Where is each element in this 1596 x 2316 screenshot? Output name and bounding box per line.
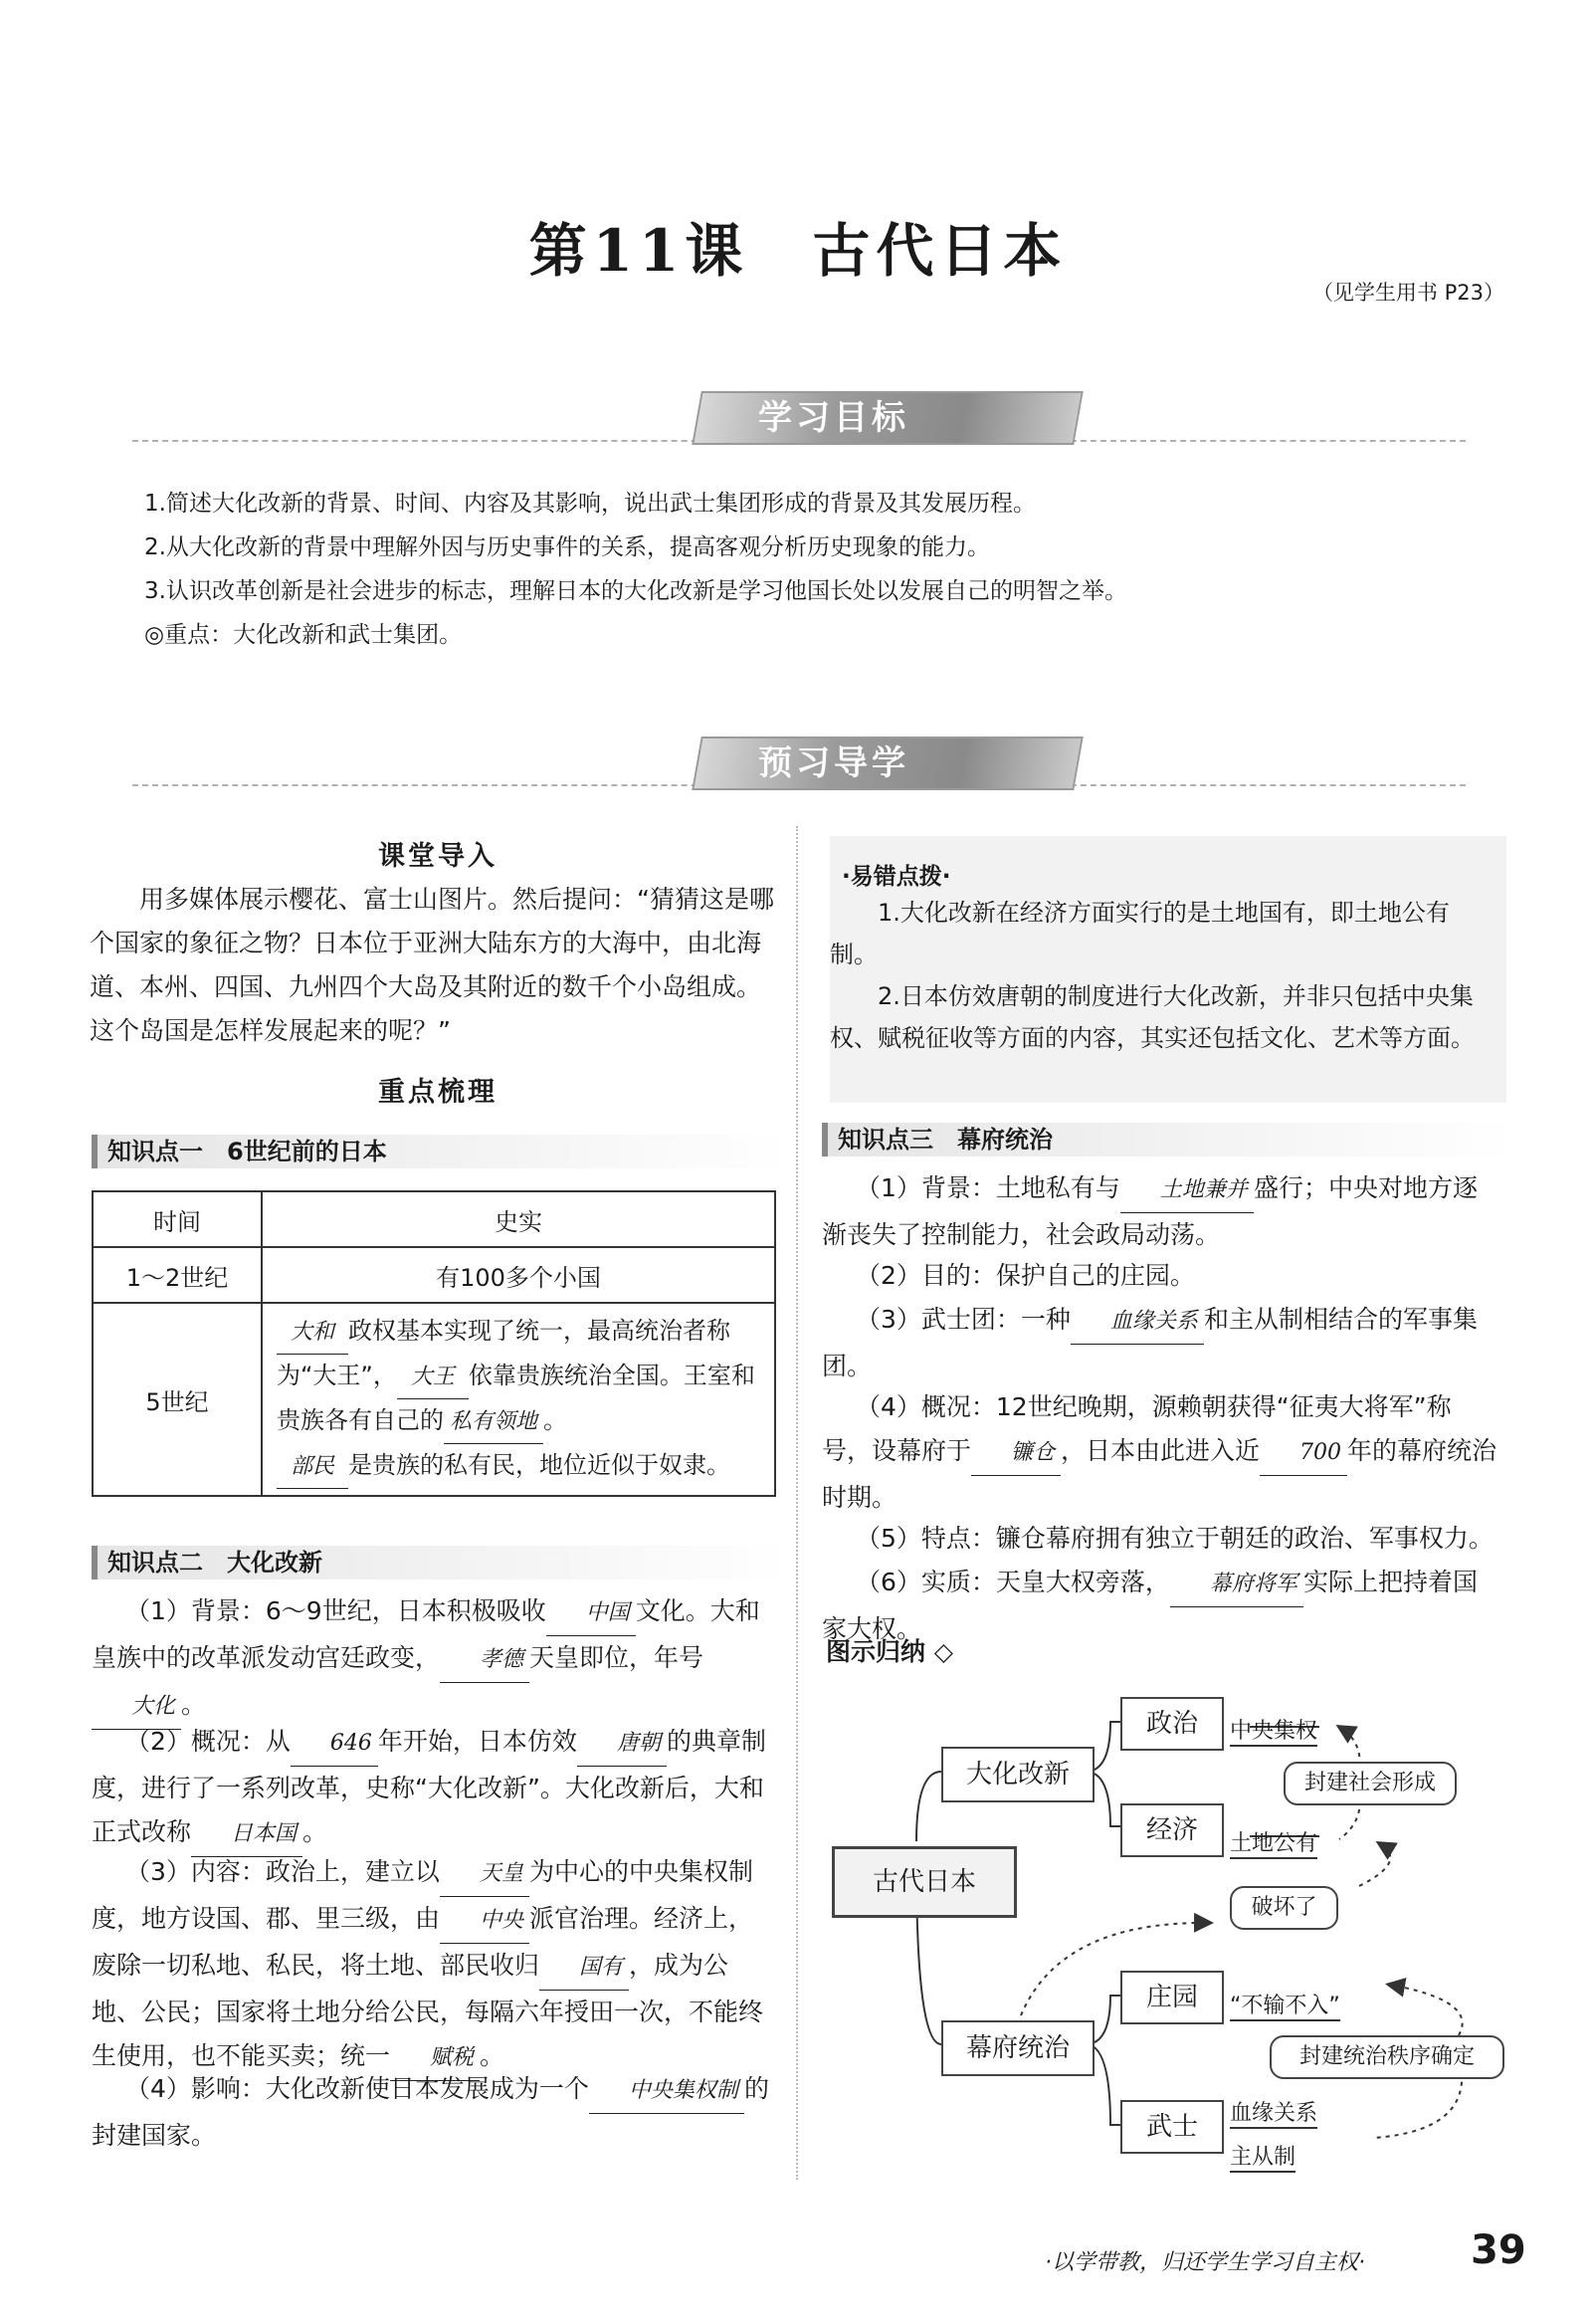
table-header-fact: 史实 [262, 1191, 775, 1247]
knowledge-point-3-title: 知识点三 幕府统治 [822, 1123, 1514, 1157]
root-node: 古代日本 [832, 1846, 1017, 1918]
node-mufu: 幕府统治 [941, 2020, 1095, 2076]
answer-blank: 646 [291, 1722, 378, 1767]
answer-blank: 私有领地 [444, 1400, 543, 1444]
answer-blank: 镰仓 [971, 1431, 1061, 1476]
answer-blank: 大王 [397, 1356, 469, 1399]
answer-blank: 中国 [546, 1591, 636, 1636]
answer-blank: 中央集权制 [589, 2069, 744, 2114]
goal-2: 2.从大化改新的背景中理解外因与历史事件的关系，提高客观分析历史现象的能力。 [144, 534, 990, 560]
table-cell: 5世纪 [93, 1303, 262, 1496]
page-title: 第11课 古代日本 [528, 217, 1068, 285]
key-heading: 重点梳理 [378, 1077, 498, 1108]
table-header-time: 时间 [93, 1191, 262, 1247]
node-dahua: 大化改新 [941, 1747, 1095, 1802]
answer-blank: 天皇 [440, 1852, 529, 1897]
text: 是贵族的私有民，地位近似于奴隶。 [348, 1451, 730, 1479]
intro-heading: 课堂导入 [378, 841, 498, 872]
answer-blank: 幕府将军 [1170, 1563, 1303, 1607]
goal-1: 1.简述大化改新的背景、时间、内容及其影响，说出武士集团形成的背景及其发展历程。 [144, 491, 1036, 517]
kp3-samurai: （3）武士团：一种 血缘关系 和主从制相结合的军事集团。 [822, 1298, 1498, 1388]
knowledge-point-1-title: 知识点一 6世纪前的日本 [92, 1135, 794, 1168]
error-tip-1: 1.大化改新在经济方面实行的是土地国有，即土地公有制。 [830, 899, 1450, 968]
kp2-overview: （2）概况：从 646 年开始，日本仿效 唐朝 的典章制度，进行了一系列改革，史称“大化改新”。大化改新后，大和正式改称 日本国 。 [92, 1720, 778, 1857]
answer-blank: 大化 [92, 1685, 181, 1730]
node-politics: 政治 [1120, 1697, 1224, 1751]
table-cell [262, 1303, 775, 1496]
kp2-background: （1）背景：6～9世纪，日本积极吸收 中国 文化。大和皇族中的改革派发动宫廷政变， 孝德 天皇即位，年号大化 。 [92, 1589, 778, 1730]
error-tips-heading: ·易错点拨· [842, 864, 951, 890]
answer-blank: 部民 [277, 1445, 348, 1489]
label-immunity: “不输不入” [1230, 1989, 1340, 2021]
preview-banner: 预习导学 [692, 737, 1084, 790]
column-divider [796, 826, 798, 2180]
answer-blank: 孝德 [440, 1638, 529, 1683]
diagram-heading: 图示归纳 ◇ [826, 1637, 953, 1666]
kp3-essence: （6）实质：天皇大权旁落， 幕府将军 实际上把持着国家大权。 [822, 1561, 1498, 1651]
kp3-background: （1）背景：土地私有与 土地兼并 盛行；中央对地方逐渐丧失了控制能力，社会政局动荡。 [822, 1166, 1498, 1257]
knowledge-point-2-title: 知识点二 大化改新 [92, 1546, 794, 1579]
answer-blank: 唐朝 [577, 1722, 667, 1767]
node-samurai: 武士 [1120, 2100, 1224, 2154]
knowledge-table [92, 1190, 776, 1497]
node-feudal-order: 封建统治秩序确定 [1270, 2035, 1504, 2079]
table-cell: 有100多个小国 [262, 1247, 775, 1303]
node-destroyed: 破坏了 [1230, 1886, 1338, 1930]
answer-blank: 赋税 [390, 2036, 480, 2081]
answer-blank: 国有 [539, 1946, 629, 1991]
text: 依靠贵族统治全国。王室和贵族各有自己的 [277, 1362, 755, 1434]
kp2-content: （3）内容：政治上，建立以 天皇 为中心的中央集权制度，地方设国、郡、里三级，由 中央 派官治理。经济上，废除一切私地、私民，将土地、部民收归 国有 ，成为公地、公民；国家将土地分给公民，每隔六年授田一次，不能终生使用，也不能买卖；统一 赋税 。 [92, 1850, 778, 2081]
kp3-overview: （4）概况：12世纪晚期，源赖朝获得“征夷大将军”称号，设幕府于 镰仓 ，日本由此进入近 700 年的幕府统治时期。 [822, 1392, 1497, 1512]
student-book-reference: （见学生用书 P23） [1311, 281, 1504, 305]
goals-banner: 学习目标 [692, 391, 1084, 445]
label-public-land: 土地公有 [1230, 1826, 1317, 1859]
text: 。 [543, 1406, 568, 1434]
key-points-note: ◎重点：大化改新和武士集团。 [144, 622, 463, 648]
label-lord-vassal: 主从制 [1230, 2140, 1296, 2173]
page-number: 39 [1471, 2227, 1526, 2273]
label-blood-ties: 血缘关系 [1230, 2096, 1317, 2129]
kp3-purpose: （2）目的：保护自己的庄园。 [856, 1261, 1195, 1290]
label-centralization: 中央集权 [1230, 1714, 1317, 1747]
answer-blank: 土地兼并 [1120, 1168, 1254, 1213]
footer-motto: ·以学带教，归还学生学习自主权· [1045, 2250, 1365, 2275]
goal-3: 3.认识改革创新是社会进步的标志，理解日本的大化改新是学习他国长处以发展自己的明智之举。 [144, 578, 1127, 604]
answer-blank: 日本国 [191, 1812, 302, 1857]
answer-blank: 700 [1260, 1431, 1347, 1476]
answer-blank: 大和 [277, 1311, 348, 1355]
answer-blank: 血缘关系 [1071, 1300, 1204, 1345]
kp3-features: （5）特点：镰仓幕府拥有独立于朝廷的政治、军事权力。 [856, 1524, 1494, 1553]
text: 政权基本实现了统一，最高统治者称为“大王”， [277, 1317, 730, 1389]
error-tip-2: 2.日本仿效唐朝的制度进行大化改新，并非只包括中央集权、赋税征收等方面的内容，其实还包括文化、艺术等方面。 [830, 982, 1475, 1052]
kp2-impact: （4）影响：大化改新使日本发展成为一个 中央集权制 的封建国家。 [92, 2067, 778, 2158]
answer-blank: 中央 [440, 1899, 529, 1944]
node-economy: 经济 [1120, 1803, 1224, 1857]
diamond-icon: ◇ [933, 1637, 953, 1666]
intro-text: 用多媒体展示樱花、富士山图片。然后提问：“猜猜这是哪个国家的象征之物？日本位于亚洲大陆东方的大海中，由北海道、本州、四国、九州四个大岛及其附近的数千个小岛组成。这个岛国是怎样发展起来的呢？” [90, 885, 774, 1045]
table-cell: 1～2世纪 [93, 1247, 262, 1303]
node-feudal-society: 封建社会形成 [1284, 1762, 1457, 1805]
node-manor: 庄园 [1120, 1971, 1224, 2024]
